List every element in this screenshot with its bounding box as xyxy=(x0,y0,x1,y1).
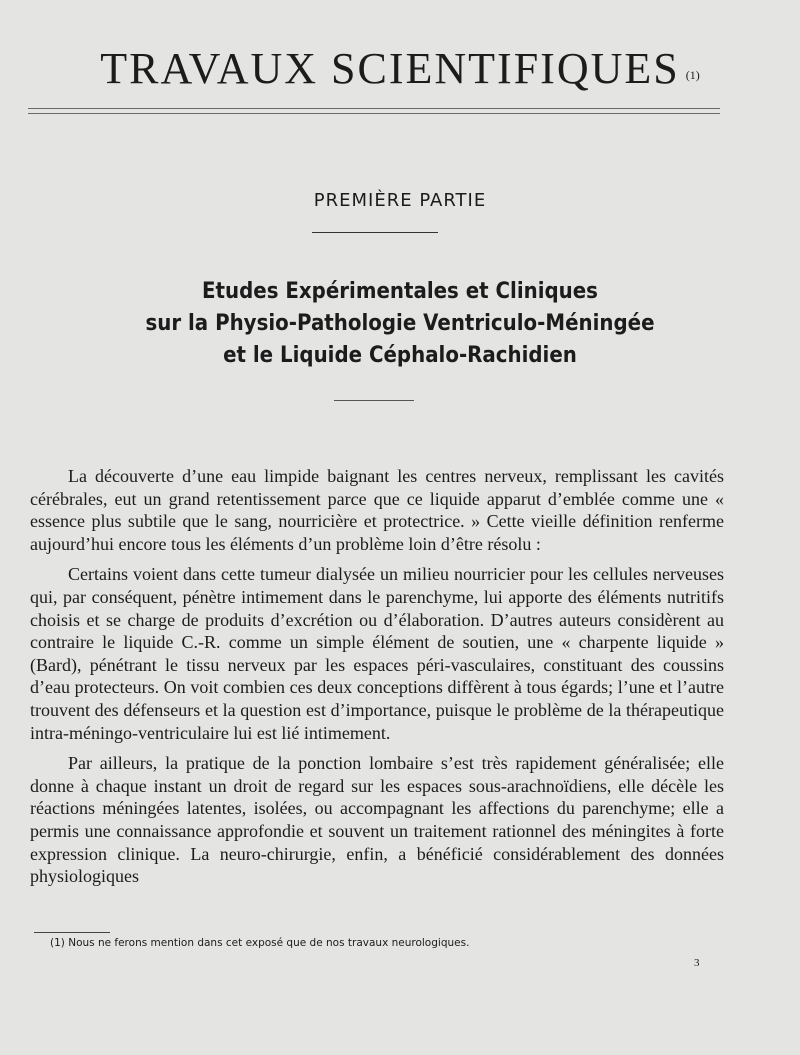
part-title-rule xyxy=(312,232,438,233)
section-title xyxy=(0,276,800,372)
header-title-text: TRAVAUX SCIENTIFIQUES xyxy=(100,44,680,93)
section-title-line: Etudes Expérimentales et Cliniques xyxy=(202,279,598,304)
section-divider-rule xyxy=(334,400,414,401)
paragraph: Par ailleurs, la pratique de la ponction lombaire s’est très rapidement généralisée; elle donne à chaque instant un droit de regard sur les espaces sous-arachnoïdiens, elle décèle les réactions méningées latentes, isolées, ou accompagnant les affections du parenchyme; elle a permis une connaissance approfondie et souvent un traitement rationnel des méningites à forte expression clinique. La neuro-chirurgie, enfin, a bénéficié considérablement des données physiologiques xyxy=(30,753,724,887)
section-title-line: sur la Physio-Pathologie Ventriculo-Méningée xyxy=(145,311,655,336)
body-text xyxy=(30,465,724,896)
paragraph: La découverte d’une eau limpide baignant les centres nerveux, remplissant les cavités cérébrales, eut un grand retentissement parce que ce liquide apparut d’emblée comme une « essence plus subtile que le sang, nourricière et protectrice. » Cette vieille définition renferme aujourd’hui encore tous les éléments d’un problème loin d’être résolu : xyxy=(30,466,724,554)
section-title-line: et le Liquide Céphalo-Rachidien xyxy=(223,343,577,368)
part-title: PREMIÈRE PARTIE xyxy=(313,190,487,211)
footnote-rule xyxy=(34,932,110,933)
header-double-rule xyxy=(28,108,720,114)
footnote: (1) Nous ne ferons mention dans cet exposé que de nos travaux neurologiques. xyxy=(50,937,470,949)
paragraph: Certains voient dans cette tumeur dialysée un milieu nourricier pour les cellules nerveuses qui, par conséquent, pénètre intimement dans le parenchyme, lui apporte des éléments nutritifs choisis et se charge de produits d’excrétion ou d’élaboration. D’autres auteurs considèrent au contraire le liquide C.-R. comme un simple élément de soutien, une « charpente liquide » (Bard), pénétrant le tissu nerveux par les espaces péri-vasculaires, constituant des coussins d’eau protecteurs. On voit combien ces deux conceptions diffèrent à tous égards; l’une et l’autre trouvent des défenseurs et la question est d’importance, puisque le problème de la thérapeutique intra-méningo-ventriculaire lui est lié intimement. xyxy=(30,564,724,743)
header-footnote-marker: (1) xyxy=(685,68,700,82)
page-number: 3 xyxy=(694,957,700,969)
page-header-title xyxy=(0,44,800,94)
